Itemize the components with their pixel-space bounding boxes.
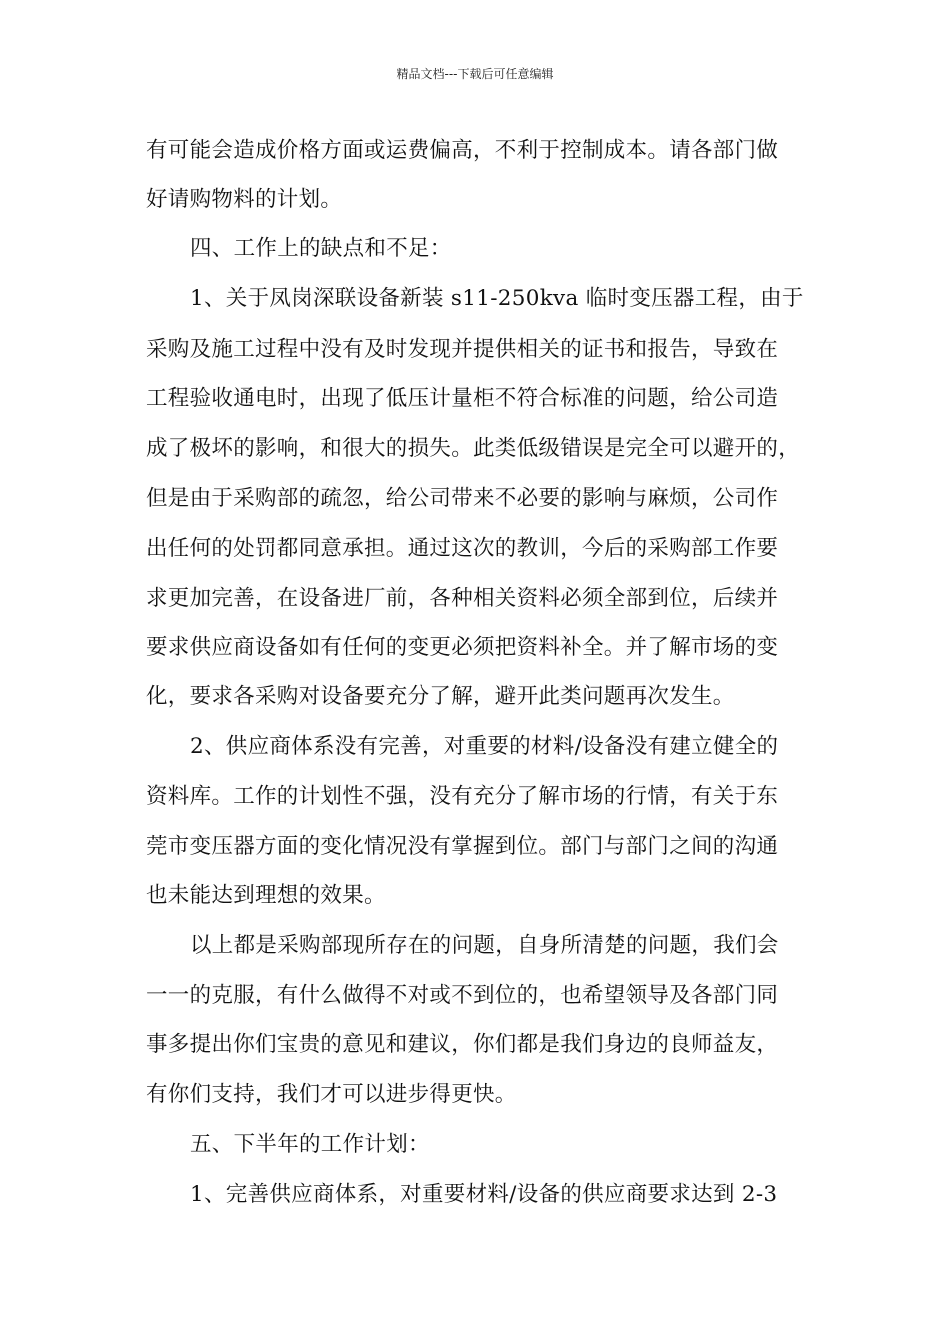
body-line: 事多提出你们宝贵的意见和建议，你们都是我们身边的良师益友， bbox=[146, 1032, 779, 1057]
page-header: 精品文档---下载后可任意编辑 bbox=[396, 67, 554, 81]
body-line: 好请购物料的计划。 bbox=[146, 187, 343, 212]
body-line: 1、完善供应商体系，对重要材料/设备的供应商要求达到 2-3 bbox=[190, 1182, 778, 1207]
body-line: 但是由于采购部的疏忽，给公司带来不必要的影响与麻烦，公司作 bbox=[146, 486, 779, 511]
body-line: 化，要求各采购对设备要充分了解，避开此类问题再次发生。 bbox=[146, 684, 735, 709]
body-line: 有可能会造成价格方面或运费偏高，不利于控制成本。请各部门做 bbox=[146, 138, 779, 163]
body-line: 2、供应商体系没有完善，对重要的材料/设备没有建立健全的 bbox=[190, 734, 779, 759]
body-line: 求更加完善，在设备进厂前，各种相关资料必须全部到位，后续并 bbox=[146, 586, 779, 611]
body-line: 一一的克服，有什么做得不对或不到位的，也希望领导及各部门同 bbox=[146, 983, 779, 1008]
body-line: 有你们支持，我们才可以进步得更快。 bbox=[146, 1082, 517, 1107]
body-line: 工程验收通电时，出现了低压计量柜不符合标准的问题，给公司造 bbox=[146, 386, 779, 411]
body-line: 莞市变压器方面的变化情况没有掌握到位。部门与部门之间的沟通 bbox=[146, 834, 779, 859]
body-line: 成了极坏的影响，和很大的损失。此类低级错误是完全可以避开的， bbox=[146, 436, 801, 461]
body-line: 出任何的处罚都同意承担。通过这次的教训，今后的采购部工作要 bbox=[146, 536, 779, 561]
body-line: 资料库。工作的计划性不强，没有充分了解市场的行情，有关于东 bbox=[146, 784, 779, 809]
section-heading: 四、工作上的缺点和不足： bbox=[190, 236, 452, 261]
section-heading: 五、下半年的工作计划： bbox=[190, 1132, 430, 1157]
body-line: 1、关于凤岗深联设备新装 s11-250kva 临时变压器工程，由于 bbox=[190, 286, 804, 311]
body-line: 也未能达到理想的效果。 bbox=[146, 883, 386, 908]
body-line: 采购及施工过程中没有及时发现并提供相关的证书和报告，导致在 bbox=[146, 337, 779, 362]
body-line: 要求供应商设备如有任何的变更必须把资料补全。并了解市场的变 bbox=[146, 635, 779, 660]
body-line: 以上都是采购部现所存在的问题，自身所清楚的问题，我们会 bbox=[190, 933, 779, 958]
